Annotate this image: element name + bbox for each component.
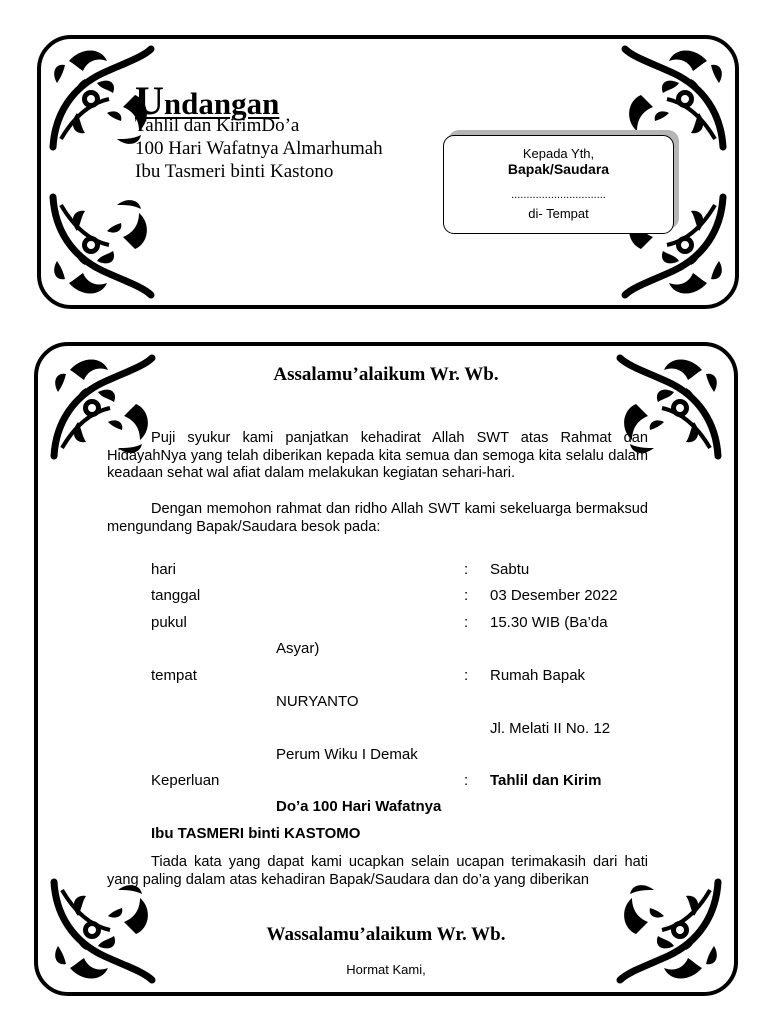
- address-recipient: Bapak/Saudara: [507, 161, 610, 177]
- date-value: 03 Desember 2022: [490, 587, 618, 604]
- address-to: Kepada Yth,: [522, 146, 595, 161]
- time-label: pukul: [151, 614, 187, 631]
- date-colon: :: [464, 587, 469, 604]
- day-value: Sabtu: [490, 561, 530, 578]
- envelope-line-3: Ibu Tasmeri binti Kastono: [135, 161, 334, 182]
- closing-greeting: Wassalamu’alaikum Wr. Wb.: [266, 924, 506, 945]
- address-place: di- Tempat: [528, 206, 589, 221]
- purpose-value: Tahlil dan Kirim: [490, 772, 602, 789]
- place-value-continued-1: NURYANTO: [276, 693, 359, 710]
- time-value: 15.30 WIB (Ba’da: [490, 614, 608, 631]
- opening-greeting: Assalamu’alaikum Wr. Wb.: [273, 364, 499, 385]
- time-value-continued: Asyar): [276, 640, 320, 657]
- signoff: Hormat Kami,: [346, 962, 426, 977]
- place-value: Rumah Bapak: [490, 667, 586, 684]
- purpose-value-continued: Do’a 100 Hari Wafatnya: [276, 798, 442, 815]
- envelope-line-1: Tahlil dan KirimDo’a: [135, 115, 300, 136]
- day-label: hari: [151, 561, 177, 578]
- address-box: [443, 135, 674, 234]
- time-colon: :: [464, 614, 469, 631]
- paragraph-3: Tiada kata yang dapat kami ucapkan selain ucapan terimakasih dari hati yang paling dalam atas kehadiran Bapak/Saudara dan do’a yang diberikan: [107, 854, 648, 888]
- place-colon: :: [464, 667, 469, 684]
- day-colon: :: [464, 561, 469, 578]
- deceased-name: Ibu TASMERI binti KASTOMO: [151, 825, 361, 842]
- envelope-card: [37, 35, 739, 309]
- paragraph-1: Puji syukur kami panjatkan kehadirat Allah SWT atas Rahmat dan HidayahNya yang telah diberikan kepada kita semua dan semoga kita selalu dalam keadaan sehat wal afiat dalam melakukan kegiatan sehari-hari.: [107, 430, 648, 481]
- date-label: tanggal: [151, 587, 201, 604]
- place-label: tempat: [151, 667, 197, 684]
- ornament-bottom-left-icon: [47, 191, 157, 301]
- purpose-colon: :: [464, 772, 469, 789]
- purpose-label: Keperluan: [151, 772, 220, 789]
- invitation-title-rest: ndangan: [163, 86, 280, 121]
- paragraph-2: Dengan memohon rahmat dan ridho Allah SWT kami sekeluarga bermaksud mengundang Bapak/Saudara besok pada:: [107, 501, 648, 535]
- address-blank-line: ...............................: [511, 189, 606, 201]
- letter-card: [34, 342, 738, 996]
- invitation-title-initial: U: [135, 78, 164, 123]
- envelope-line-2: 100 Hari Wafatnya Almarhumah: [135, 138, 383, 159]
- place-value-continued-3: Perum Wiku I Demak: [276, 746, 418, 763]
- place-value-continued-2: Jl. Melati II No. 12: [490, 720, 611, 737]
